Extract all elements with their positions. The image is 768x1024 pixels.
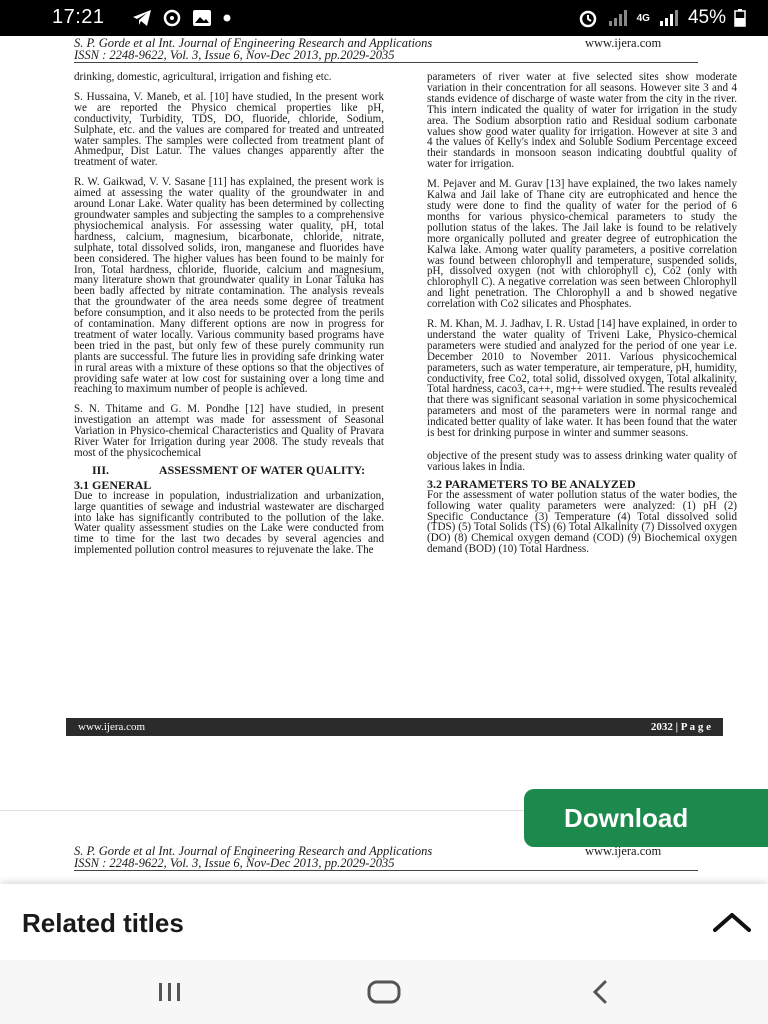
status-bar	[0, 0, 768, 36]
paragraph: parameters of river water at five selected sites show moderate variation in their concentration for all seasons. However site 3 and 4 stands evidence of discharge of waste water from the city in the river. This intern indicated the quality of water for irrigation in the study area. The Sodium absorption ratio and Residual sodium carbonate values show good water quality for irrigation. However at site 3 and 4 the values of Kelly's index and Soluble Sodium Percentage exceed their standards in monsoon season indicating doubtful quality of water for irrigation.	[427, 71, 737, 171]
footer-url: www.ijera.com	[78, 721, 146, 733]
home-icon[interactable]	[364, 976, 404, 1008]
subsection-title: 3.1 GENERAL	[74, 477, 152, 492]
left-column	[74, 72, 384, 565]
notification-icons	[132, 8, 232, 28]
download-label: Download	[564, 802, 689, 833]
recents-icon[interactable]	[150, 976, 190, 1008]
paragraph: S. Hussaina, V. Maneb, et al. [10] have studied, In the present work we are reported the Physico chemical properties like pH, conductivity, Turbidity, TDS, DO, fluoride, chloride, Sodium, Sulphate, etc. and the values are compared for treated and untreated water samples. The samples were collected from treatment plant of Ahmedpur, Dist Latur. The values changes apparently after the treatment of water.	[74, 90, 384, 169]
paragraph: S. N. Thitame and G. M. Pondhe [12] have studied, in present investigation an attempt was made for assessment of Seasonal Variation in Physico-chemical Characteristics and Quality of Pravara River Water for Irrigation during year 2008. The study reveals that most of the physicochemical	[74, 403, 384, 459]
journal-url: www.ijera.com	[585, 36, 662, 50]
related-titles-heading: Related titles	[22, 908, 184, 938]
section-title: ASSESSMENT OF WATER QUALITY:	[158, 462, 366, 477]
system-icons	[577, 7, 746, 29]
next-page-citation: S. P. Gorde et al Int. Journal of Engineering Research and Applications	[74, 844, 433, 858]
next-page-url: www.ijera.com	[585, 844, 662, 858]
journal-citation: S. P. Gorde et al Int. Journal of Engineering Research and Applications	[74, 36, 433, 50]
paragraph: drinking, domestic, agricultural, irrigation and fishing etc.	[74, 71, 332, 83]
system-nav-bar	[0, 960, 768, 1024]
next-page-issn: ISSN : 2248-9622, Vol. 3, Issue 6, Nov-Dec 2013, pp.2029-2035	[74, 856, 395, 870]
chevron-up-icon[interactable]	[712, 910, 752, 934]
document-page	[0, 36, 768, 784]
paragraph: objective of the present study was to assess drinking water quality of various lakes in India.	[427, 450, 737, 473]
alarm-icon	[577, 8, 599, 28]
right-column	[427, 72, 737, 564]
paragraph: Due to increase in population, industrialization and urbanization, large quantities of sewage and industrial wastewater are discharged into lake has significantly contributed to the pollution of the lake. Water quality assessment studies on the Lake were conducted from time to time for the last two decades by several agencies and implemented pollution control measures to rejuvenate the lake. The	[74, 489, 384, 557]
journal-issn: ISSN : 2248-9622, Vol. 3, Issue 6, Nov-Dec 2013, pp.2029-2035	[74, 48, 395, 62]
paragraph: M. Pejaver and M. Gurav [13] have explained, the two lakes namely Kalwa and Jail lake of Thane city are eutrophicated and hence the study were done to find the quality of water for the period of 6 months for various physico-chemical parameters to study the pollution status of the lakes. The Jail lake is found to be relatively more organically polluted and greater degree of eutrophication the Kalwa lake. Among water quality parameters, a positive correlation was found between chlorophyll and temperature, suspended solids, pH, dissolved oxygen (not with chlorophyll c), Co2 (only with chlorophyll C). A negative correlation was seen between Chlorophyll and light penetration. The Chlorophyll a and b showed negative correlation with Co2 silicates and Phosphates.	[427, 178, 737, 311]
battery-icon	[734, 9, 746, 27]
related-titles-panel[interactable]	[0, 884, 768, 960]
telegram-icon	[132, 9, 152, 27]
subsection-title: 3.2 PARAMETERS TO BE ANALYZED	[427, 476, 636, 491]
paragraph: For the assessment of water pollution status of the water bodies, the following water quality parameters were analyzed: (1) pH (2) Specific Conductance (3) Temperature (4) Total dissolved solid (TDS) (5) Total Solids (TS) (6) Total Alkalinity (7) Dissolved oxygen (DO) (8) Chemical oxygen demand (COD) (9) Biochemical oxygen demand (BOD) (10) Total Hardness.	[427, 488, 737, 556]
signal-4g-icon	[658, 9, 680, 27]
section-number: III.	[92, 462, 110, 477]
battery-level: 45%	[687, 7, 726, 28]
next-page-divider	[74, 870, 698, 871]
network-type: 4G	[636, 12, 650, 24]
paragraph: R. M. Khan, M. J. Jadhav, I. R. Ustad [14] have explained, in order to understand the water quality of Triveni Lake, Physico-chemical parameters were studied and analyzed for the period of one year i.e. December 2010 to November 2011. Various physicochemical parameters, such as water temperature, air temperature, pH, humidity, conductivity, free Co2, total solid, dissolved oxygen, Total alkalinity, Total hardness, caco3, ca++, mg++ were studied. The results revealed that there was significant seasonal variation in some physicochemical parameters and most of the parameters were in normal range and indicated better quality of lake water. It has been found that the water is best for drinking purpose in winter and summer seasons.	[427, 318, 737, 440]
back-icon[interactable]	[580, 976, 620, 1008]
signal-icon	[607, 9, 629, 27]
gallery-icon	[192, 9, 212, 27]
download-button[interactable]	[524, 789, 768, 847]
sync-icon	[162, 8, 182, 28]
status-time: 17:21	[52, 6, 105, 28]
paragraph: R. W. Gaikwad, V. V. Sasane [11] has explained, the present work is aimed at assessing the water quality of the groundwater in and around Lonar Lake. Water quality has been determined by collecting groundwater samples and subjecting the samples to a comprehensive physiochemical analysis. For assessing water quality, pH, total hardness, calcium, magnesium, bicarbonate, chloride, nitrate, sulphate, total dissolved solids, iron, manganese and fluorides have been considered. The higher values has been found to be mainly for Iron, Total hardness, chloride, fluoride, calcium and magnesium, many literature shown that groundwater quality in Lonar Taluka has been badly affected by nitrate contamination. The analysis reveals that the groundwater of the area needs some degree of treatment before consumption, and it also needs to be protected from the perils of contamination. Many different options are now in progress for treatment of water locally. Various community based programs have been tried in the past, but only few of these purely community run plants are successful. The future lies in providing safe drinking water in rural areas with a mixture of these options so that the objectives of providing safe water at low cost for sustaining over a long time and reaching to maximum number of people is achieved.	[74, 176, 384, 396]
page-footer	[66, 718, 723, 736]
section-heading	[74, 462, 384, 477]
page-number: 2032 | P a g e	[650, 721, 711, 733]
dot-icon	[222, 13, 232, 23]
header-divider	[74, 62, 698, 63]
